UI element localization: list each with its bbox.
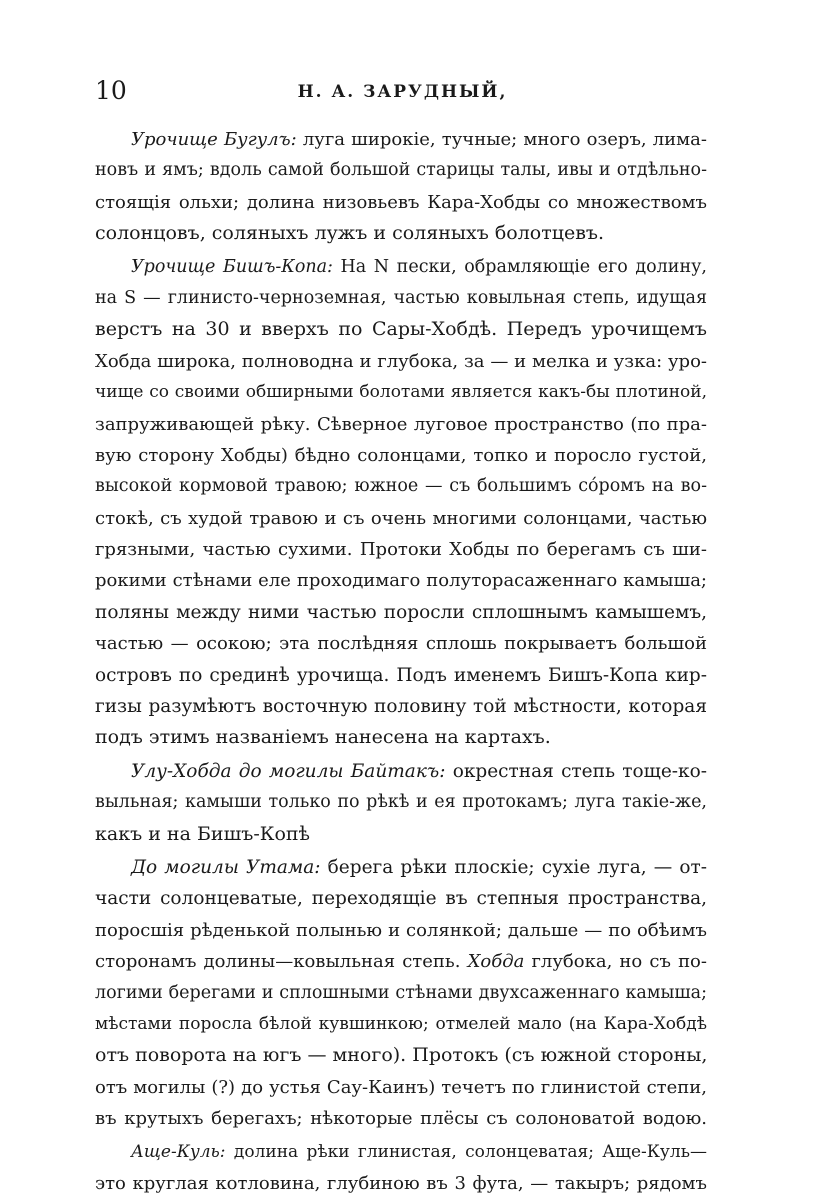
text-line: какъ и на Бишъ-Копѣ <box>95 822 311 845</box>
paragraph <box>95 756 707 850</box>
text-line: солонцовъ, соляныхъ лужъ и соляныхъ болотцевъ. <box>95 222 605 245</box>
paragraph <box>95 1137 707 1200</box>
text-line <box>95 1137 707 1168</box>
text-line <box>95 124 707 155</box>
line-text: долина рѣки глинистая, солонцеватая; Аще-Куль— <box>225 1141 707 1162</box>
line-text: берега рѣки плоскіе; сухіе луга, — от- <box>320 856 707 878</box>
text-line: поросшія рѣденькой полынью и солянкой; дальше — по обѣимъ <box>95 919 707 941</box>
line-text: окрестная степь тоще-ко- <box>445 760 707 782</box>
italic-term: Хобда <box>467 951 525 973</box>
text-line: высокой кормовой травою; южное — съ большимъ сóромъ на во- <box>95 476 707 497</box>
running-head: Н. А. ЗАРУДНЫЙ, <box>297 82 508 102</box>
text-line <box>95 756 707 787</box>
line-text: На N пески, обрамляющіе его долину, <box>332 256 707 277</box>
text-line: верстъ на 30 и вверхъ по Сары-Хобдѣ. Передъ урочищемъ <box>95 318 707 341</box>
paragraph <box>95 852 707 1135</box>
text-line: стокѣ, съ худой травою и съ очень многими солонцами, частью <box>95 507 707 529</box>
text-line: это круглая котловина, глубиною въ 3 фута, — такыръ; рядомъ <box>95 1172 707 1194</box>
locality-heading: Урочище Бишъ-Копа: <box>131 256 333 277</box>
text-line: запруживающей рѣку. Сѣверное луговое пространство (по пра- <box>95 413 707 435</box>
locality-heading: До могилы Утама: <box>131 856 321 878</box>
text-line: новъ и ямъ; вдоль самой большой старицы талы, ивы и отдѣльно- <box>95 160 707 181</box>
text-line: поляны между ними частью поросли сплошнымъ камышемъ, <box>95 601 707 623</box>
paragraph <box>95 124 707 250</box>
text-line: логими берегами и сплошными стѣнами двухсаженнаго камыша; <box>95 982 707 1003</box>
body-text <box>95 124 707 1201</box>
text-line: рокими стѣнами еле проходимаго полуторасаженнаго камыша; <box>95 570 707 592</box>
text-line: подъ этимъ названіемъ нанесена на картахъ. <box>95 726 551 749</box>
text-line: Хобда широка, полноводна и глубока, за — и мелка и узка: уро- <box>95 350 707 372</box>
text-line: выльная; камыши только по рѣкѣ и ея протокамъ; луга такіе-же, <box>95 792 707 813</box>
text-line: вую сторону Хобды) бѣдно солонцами, топко и поросло густой, <box>95 444 707 466</box>
locality-heading: Урочище Бугулъ: <box>131 129 297 150</box>
paragraph <box>95 252 707 754</box>
text-line: чище со своими обширными болотами является какъ-бы плотиной, <box>95 382 707 403</box>
text-line: на S — глинисто-черноземная, частью ковыльная степь, идущая <box>95 287 707 308</box>
text-line: гизы разумѣютъ восточную половину той мѣстности, которая <box>95 696 707 718</box>
locality-heading: Аще-Куль: <box>131 1141 226 1162</box>
text-line <box>95 252 707 283</box>
text-line: островъ по срединѣ урочища. Подъ именемъ Бишъ-Копа кир- <box>95 664 707 686</box>
text-line: части солонцеватые, переходящіе въ степныя пространства, <box>95 888 707 910</box>
line-text: сторонамъ долины—ковыльная степь. <box>95 951 468 973</box>
line-text: луга широкіе, тучные; много озеръ, лима- <box>296 129 707 150</box>
text-line: стоящія ольхи; долина низовьевъ Кара-Хобды со множествомъ <box>95 191 707 213</box>
text-line: въ крутыхъ берегахъ; нѣкоторые плёсы съ солоноватой водою. <box>95 1108 707 1130</box>
locality-heading: Улу-Хобда до могилы Байтакъ: <box>131 760 446 782</box>
text-line: отъ могилы (?) до устья Сау-Каинъ) течетъ по глинистой степи, <box>95 1076 707 1098</box>
page-number: 10 <box>95 76 127 105</box>
text-line: грязными, частью сухими. Протоки Хобды по берегамъ съ ши- <box>95 539 707 561</box>
text-line <box>95 946 707 977</box>
text-line <box>95 852 707 883</box>
page-header <box>95 76 710 112</box>
text-line: мѣстами поросла бѣлой кувшинкою; отмелей мало (на Кара-Хобдѣ <box>95 1013 707 1034</box>
line-text: глубока, но съ по- <box>524 951 707 973</box>
text-line: частью — осокою; эта послѣдняя сплошь покрываетъ большой <box>95 633 707 655</box>
text-line: отъ поворота на югъ — много). Протокъ (съ южной стороны, <box>95 1044 708 1067</box>
